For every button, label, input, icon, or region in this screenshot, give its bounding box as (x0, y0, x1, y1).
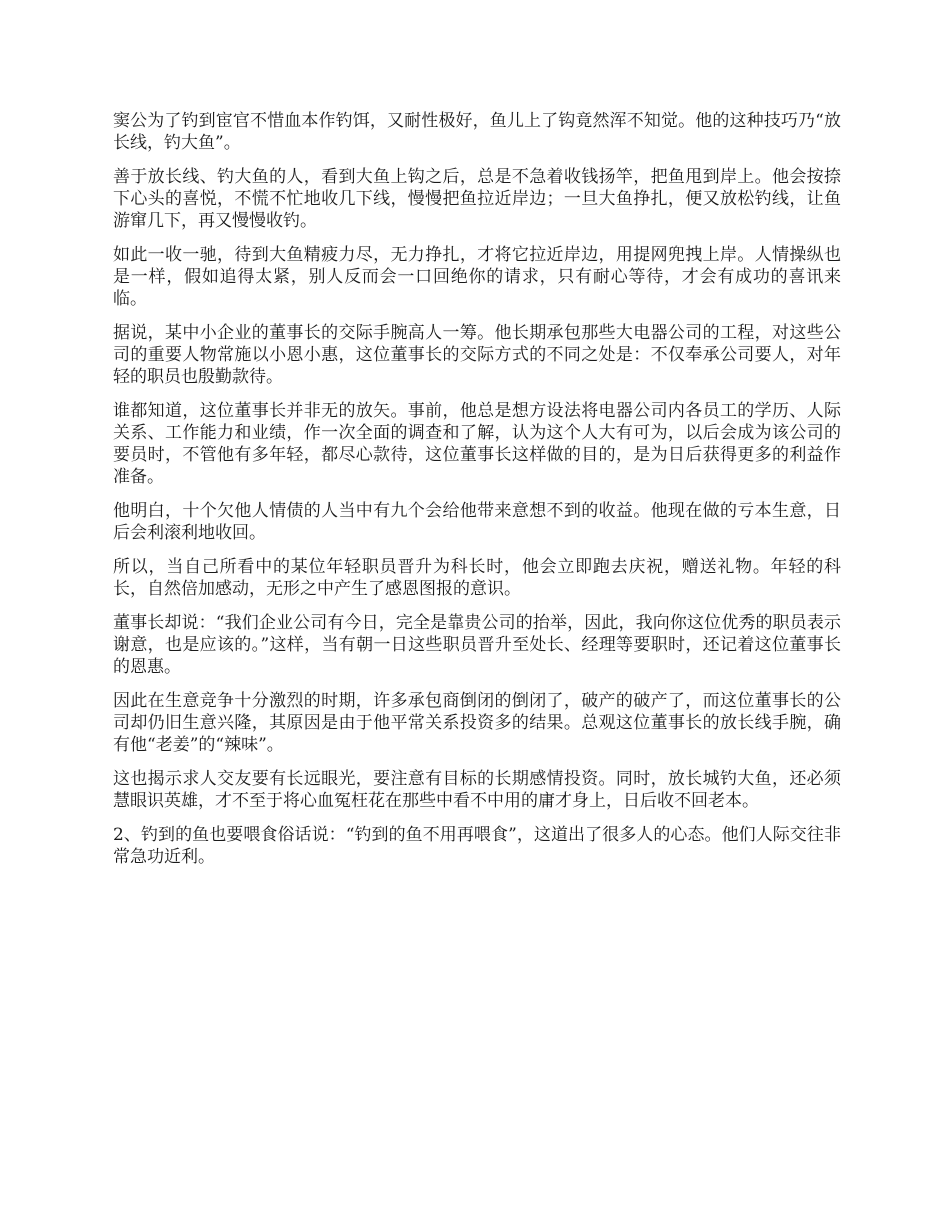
paragraph-11: 2、钓到的鱼也要喂食俗话说：“钓到的鱼不用再喂食”，这道出了很多人的心态。他们人际交往非常急功近利。 (113, 825, 841, 867)
paragraph-10: 这也揭示求人交友要有长远眼光，要注意有目标的长期感情投资。同时，放长城钓大鱼，还必须慧眼识英雄，才不至于将心血冤枉花在那些中看不中用的庸才身上，日后收不回老本。 (113, 769, 841, 811)
paragraph-1: 窦公为了钓到宦官不惜血本作钓饵，又耐性极好，鱼儿上了钩竟然浑不知觉。他的这种技巧乃“放长线，钓大鱼”。 (113, 111, 841, 153)
paragraph-2: 善于放长线、钓大鱼的人，看到大鱼上钩之后，总是不急着收钱扬竿，把鱼甩到岸上。他会按捺下心头的喜悦，不慌不忙地收几下线，慢慢把鱼拉近岸边；一旦大鱼挣扎，便又放松钓线，让鱼游窜几下，再又慢慢收钓。 (113, 167, 841, 231)
paragraph-4: 据说，某中小企业的董事长的交际手腕高人一筹。他长期承包那些大电器公司的工程，对这些公司的重要人物常施以小恩小惠，这位董事长的交际方式的不同之处是：不仅奉承公司要人，对年轻的职员也殷勤款待。 (113, 323, 841, 387)
paragraph-9: 因此在生意竞争十分激烈的时期，许多承包商倒闭的倒闭了，破产的破产了，而这位董事长的公司却仍旧生意兴隆，其原因是由于他平常关系投资多的结果。总观这位董事长的放长线手腕，确有他“老姜”的“辣味”。 (113, 691, 841, 755)
paragraph-5: 谁都知道，这位董事长并非无的放矢。事前，他总是想方设法将电器公司内各员工的学历、人际关系、工作能力和业绩，作一次全面的调查和了解，认为这个人大有可为，以后会成为该公司的要员时，不管他有多年轻，都尽心款待，这位董事长这样做的目的，是为日后获得更多的利益作准备。 (113, 401, 841, 487)
paragraph-7: 所以，当自己所看中的某位年轻职员晋升为科长时，他会立即跑去庆祝，赠送礼物。年轻的科长，自然倍加感动，无形之中产生了感恩图报的意识。 (113, 557, 841, 599)
paragraph-8: 董事长却说：“我们企业公司有今日，完全是靠贵公司的抬举，因此，我向你这位优秀的职员表示谢意，也是应该的。”这样，当有朝一日这些职员晋升至处长、经理等要职时，还记着这位董事长的恩惠。 (113, 613, 841, 677)
paragraph-6: 他明白，十个欠他人情债的人当中有九个会给他带来意想不到的收益。他现在做的亏本生意，日后会利滚利地收回。 (113, 501, 841, 543)
document-page (113, 110, 841, 880)
paragraph-3: 如此一收一驰，待到大鱼精疲力尽，无力挣扎，才将它拉近岸边，用提网兜拽上岸。人情操纵也是一样，假如追得太紧，别人反而会一口回绝你的请求，只有耐心等待，才会有成功的喜讯来临。 (113, 245, 841, 309)
